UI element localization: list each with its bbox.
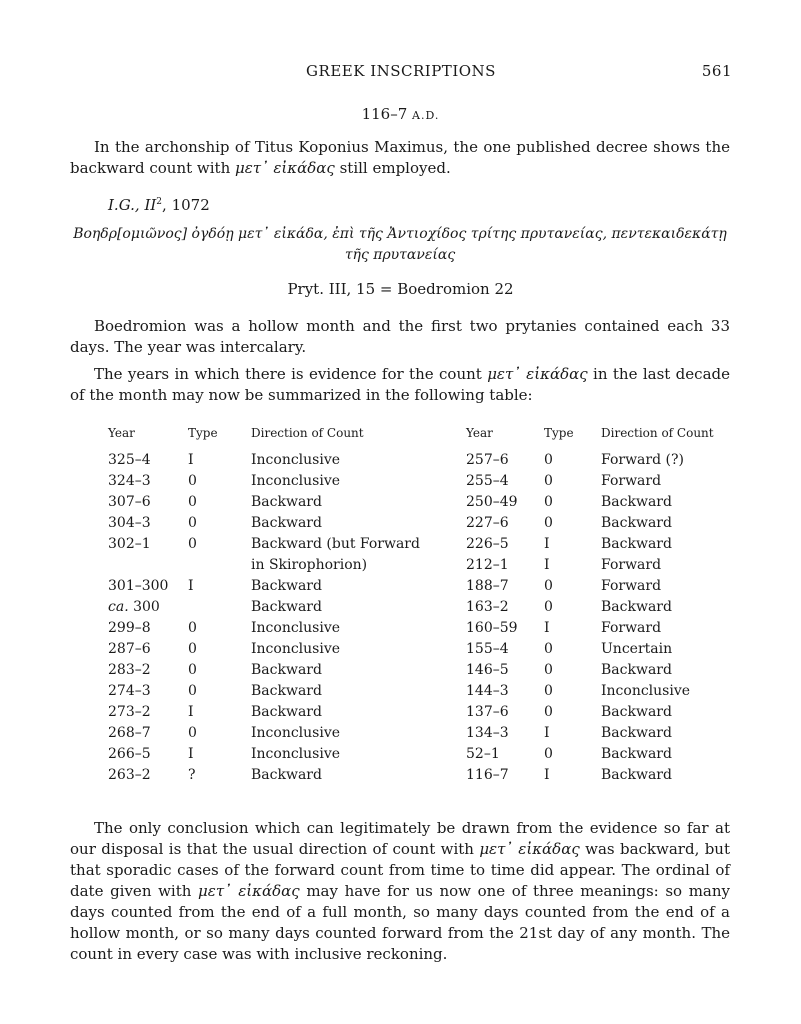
type-cell-2: 0 — [544, 515, 553, 531]
year-cell: 274–3 — [108, 683, 151, 699]
type-cell — [188, 555, 251, 576]
year-cell: 266–5 — [108, 746, 151, 762]
reference-prefix: I.G., II — [108, 196, 157, 214]
running-header — [70, 62, 732, 84]
table-row — [100, 513, 731, 534]
year-cell-2: 255–4 — [466, 473, 509, 489]
direction-cell-2: Backward — [601, 704, 672, 720]
year-cell-2: 226–5 — [466, 536, 509, 552]
year-cell: 263–2 — [108, 767, 151, 783]
table-row — [100, 618, 731, 639]
header-year-2: Year — [466, 426, 493, 440]
intro-text-before: In the archonship of Titus Koponius Maximus, the one published decree shows the backward count with — [70, 138, 730, 177]
type-cell-2: 0 — [544, 599, 553, 615]
type-cell: ? — [188, 767, 196, 783]
table-intro-text-after: in the last decade of the month may now be summarized in the following table: — [70, 365, 730, 404]
type-cell: 0 — [188, 725, 197, 741]
direction-cell: Backward — [251, 704, 322, 720]
year-cell: 273–2 — [108, 704, 151, 720]
type-cell-2: 0 — [544, 452, 553, 468]
table-row — [100, 660, 731, 681]
direction-cell-2: Backward — [601, 599, 672, 615]
header-direction: Direction of Count — [251, 426, 364, 440]
table-row — [100, 723, 731, 744]
direction-cell: Backward — [251, 767, 322, 783]
section-date: 116–7 — [361, 105, 408, 123]
conclusion-part-2: was backward, but that sporadic cases of the forward count from time to time did appear. The ordinal of date given with — [70, 840, 731, 900]
type-cell: 0 — [188, 620, 197, 636]
header-year: Year — [108, 426, 135, 440]
direction-cell: Inconclusive — [251, 473, 341, 489]
direction-cell-2: Forward — [601, 620, 662, 636]
year-cell: 283–2 — [108, 662, 151, 678]
year-cell: ca. 300 — [108, 599, 160, 615]
type-cell: 0 — [188, 473, 197, 489]
boedromion-paragraph: Boedromion was a hollow month and the first two prytanies contained each 33 days. The year was intercalary. — [70, 317, 730, 356]
direction-cell-2: Backward — [601, 515, 672, 531]
type-cell-2: 0 — [544, 641, 553, 657]
table-row — [100, 450, 731, 471]
year-cell-2: 227–6 — [466, 515, 509, 531]
type-cell-2: 0 — [544, 746, 553, 762]
type-cell — [188, 597, 251, 618]
circa-abbrev: ca. — [108, 599, 129, 615]
direction-cell: Inconclusive — [251, 746, 341, 762]
intro-text-after: still employed. — [334, 159, 451, 177]
type-cell-2: I — [544, 536, 550, 552]
header-direction-2: Direction of Count — [601, 426, 714, 440]
year-cell: 304–3 — [108, 515, 151, 531]
direction-cell-2: Backward — [601, 662, 672, 678]
year-cell-2: 137–6 — [466, 704, 509, 720]
year-cell — [100, 555, 188, 576]
year-cell-2: 188–7 — [466, 578, 509, 594]
table-row — [100, 681, 731, 702]
greek-quotation: Βοηδρ[ομιῶνος] ὀγδόῃ μετ᾽ εἰκάδα, ἐπὶ τῆς Ἀντιοχίδος τρίτης πρυτανείας, πεντεκαιδεκάτῃ τῆς πρυτανείας — [73, 226, 727, 263]
year-cell-2: 250–49 — [466, 494, 518, 510]
year-cell: 287–6 — [108, 641, 151, 657]
direction-cell-2: Backward — [601, 746, 672, 762]
year-cell: 324–3 — [108, 473, 151, 489]
type-cell: I — [188, 704, 194, 720]
year-cell: 302–1 — [108, 536, 151, 552]
direction-cell: Backward — [251, 662, 322, 678]
table-row — [100, 765, 731, 786]
table-row — [100, 555, 731, 576]
type-cell-2: 0 — [544, 662, 553, 678]
year-cell: 268–7 — [108, 725, 151, 741]
type-cell-2: 0 — [544, 683, 553, 699]
direction-cell: Backward — [251, 599, 322, 615]
direction-cell: Inconclusive — [251, 452, 341, 468]
header-type-2: Type — [544, 426, 574, 440]
inscription-reference — [108, 196, 210, 214]
reference-suffix: , 1072 — [162, 196, 210, 214]
direction-cell-2: Uncertain — [601, 641, 673, 657]
direction-cell: Backward (but Forward — [251, 536, 420, 552]
page-number: 561 — [701, 62, 732, 80]
direction-cell: Backward — [251, 515, 322, 531]
direction-cell-2: Backward — [601, 494, 672, 510]
type-cell-2: 0 — [544, 473, 553, 489]
type-cell-2: I — [544, 557, 550, 573]
table-row — [100, 471, 731, 492]
table-row — [100, 576, 731, 597]
type-cell-2: I — [544, 767, 550, 783]
reference-superscript: 2 — [156, 197, 163, 207]
direction-cell: Inconclusive — [251, 620, 341, 636]
table-row — [100, 702, 731, 723]
direction-cell: Inconclusive — [251, 641, 341, 657]
conclusion-part-3: may have for us now one of three meanings: so many days counted from the end of a full month, so many days counted from the end of a hollow month, or so many days counted forward from the 21st day of any month. The count in every case was with inclusive reckoning. — [70, 882, 730, 963]
direction-cell: in Skirophorion) — [251, 557, 368, 573]
direction-cell-2: Forward — [601, 473, 662, 489]
direction-cell-2: Backward — [601, 767, 672, 783]
year-cell-2: 146–5 — [466, 662, 509, 678]
header-type: Type — [188, 426, 218, 440]
table-body — [100, 450, 731, 786]
table-row — [100, 492, 731, 513]
direction-cell-2: Forward — [601, 578, 662, 594]
table-row — [100, 639, 731, 660]
year-cell: 301–300 — [108, 578, 169, 594]
year-cell-2: 155–4 — [466, 641, 509, 657]
direction-cell-2: Inconclusive — [601, 683, 691, 699]
section-era: A.D. — [412, 109, 440, 122]
year-cell-2: 144–3 — [466, 683, 509, 699]
prytany-equation: Pryt. III, 15 = Boedromion 22 — [287, 280, 514, 298]
conclusion-greek-1: μετ᾽ εἰκάδας — [479, 840, 580, 858]
table-row — [100, 597, 731, 618]
table-header-row — [100, 426, 731, 450]
direction-cell: Inconclusive — [251, 725, 341, 741]
table-intro-text-before: The years in which there is evidence for the count — [94, 365, 488, 383]
running-title: GREEK INSCRIPTIONS — [306, 62, 496, 80]
year-cell: 325–4 — [108, 452, 151, 468]
type-cell: 0 — [188, 494, 197, 510]
direction-cell: Backward — [251, 683, 322, 699]
year-cell-2: 52–1 — [466, 746, 500, 762]
type-cell-2: I — [544, 620, 550, 636]
type-cell-2: 0 — [544, 704, 553, 720]
year-cell-2: 163–2 — [466, 599, 509, 615]
type-cell: 0 — [188, 683, 197, 699]
year-cell-2: 116–7 — [466, 767, 509, 783]
section-date-heading — [0, 105, 801, 123]
direction-cell-2: Backward — [601, 536, 672, 552]
table-intro-greek-phrase: μετ᾽ εἰκάδας — [487, 365, 588, 383]
year-cell-2: 134–3 — [466, 725, 509, 741]
type-cell: 0 — [188, 641, 197, 657]
table-intro-paragraph — [70, 364, 730, 406]
year-cell: 299–8 — [108, 620, 151, 636]
direction-cell: Backward — [251, 578, 322, 594]
intro-paragraph — [70, 137, 730, 179]
type-cell: I — [188, 452, 194, 468]
type-cell-2: I — [544, 725, 550, 741]
type-cell: I — [188, 746, 194, 762]
direction-cell: Backward — [251, 494, 322, 510]
year-cell-2: 160–59 — [466, 620, 518, 636]
type-cell: 0 — [188, 536, 197, 552]
type-cell-2: 0 — [544, 578, 553, 594]
conclusion-greek-2: μετ᾽ εἰκάδας — [198, 882, 300, 900]
direction-cell-2: Backward — [601, 725, 672, 741]
table-row — [100, 744, 731, 765]
conclusion-paragraph — [70, 818, 730, 965]
conclusion-part-1: The only conclusion which can legitimately be drawn from the evidence so far at our disposal is that the usual direction of count with — [70, 819, 730, 858]
year-cell-2: 212–1 — [466, 557, 509, 573]
table-row — [100, 534, 731, 555]
direction-cell-2: Forward — [601, 557, 662, 573]
type-cell: 0 — [188, 515, 197, 531]
direction-cell-2: Forward (?) — [601, 452, 684, 468]
type-cell: I — [188, 578, 194, 594]
year-cell-2: 257–6 — [466, 452, 509, 468]
count-direction-table — [100, 426, 731, 786]
type-cell: 0 — [188, 662, 197, 678]
type-cell-2: 0 — [544, 494, 553, 510]
year-cell: 307–6 — [108, 494, 151, 510]
intro-greek-phrase: μετ᾽ εἰκάδας — [235, 159, 335, 177]
